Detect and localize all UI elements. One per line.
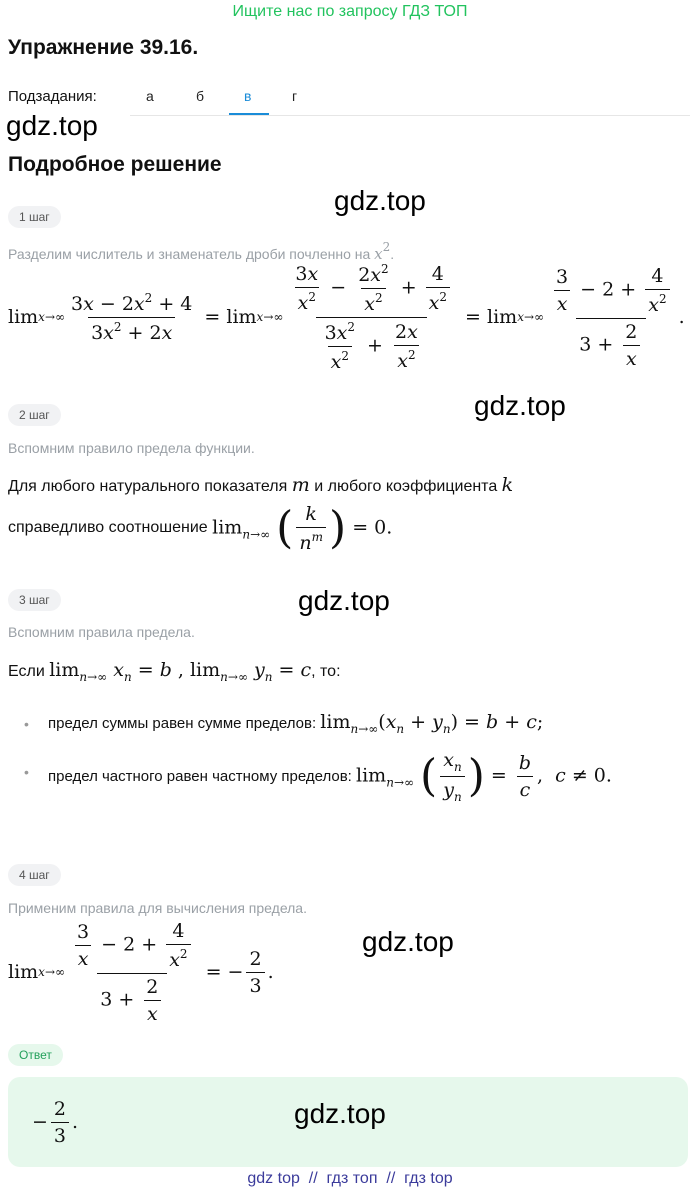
rule-text: Для любого натурального показателя m и любого коэффициента k — [8, 474, 514, 496]
subtask-tab-g[interactable]: г — [292, 88, 298, 104]
bullet-dot: • — [24, 764, 29, 780]
watermark: gdz.top — [334, 185, 426, 216]
subtask-tab-a[interactable]: а — [146, 88, 154, 104]
section-title: Подробное решение — [8, 153, 222, 176]
limit-rules-intro: Если $\lim_{n\to\infty} x_n = b$ , $\lim_{n\to\infty} y_n = c$, то: — [8, 659, 341, 684]
answer-value: − $\frac{2}{3}$ . — [32, 1097, 79, 1147]
watermark: gdz.top — [474, 390, 566, 421]
step-badge: 3 шаг — [8, 589, 61, 611]
footer-links[interactable]: gdz top // гдз топ // гдз top — [247, 1170, 453, 1187]
step-hint: Применим правила для вычисления предела. — [8, 900, 307, 916]
step-hint: Разделим числитель и знаменатель дроби почленно на $x^2$. — [8, 240, 395, 263]
exercise-title: Упражнение 39.16. — [8, 36, 199, 59]
rule-quotient: предел частного равен частному пределов: $\lim_{n\to\infty}$ ( $\frac{x_n}{y_n}$ ) = $\frac{b}{c}$ , c ≠ 0. — [48, 748, 612, 804]
watermark: gdz.top — [362, 926, 454, 957]
rule-formula: справедливо соотношение $\lim_{n\to\infty}$ ( $\frac{k}{n^m}$ ) = 0. — [8, 502, 393, 554]
step4-formula: lim x→∞ $\frac{3}{x}$ − 2 + $\frac{4}{x^2}$ 3 + $\frac{2}{x}$ = − $\frac{2}{3}$ . — [8, 919, 274, 1025]
subtask-tab-v[interactable]: в — [244, 88, 252, 104]
subtask-tab-b[interactable]: б — [196, 88, 205, 104]
step-badge: 2 шаг — [8, 404, 61, 426]
rule-sum: предел суммы равен сумме пределов: $\lim_{n\to\infty}(x_n + y_n) = b + c$; — [48, 711, 544, 736]
watermark: gdz.top — [298, 585, 390, 616]
subtasks-label: Подзадания: — [8, 88, 97, 105]
step-hint: Вспомним правило предела функции. — [8, 440, 255, 456]
step-hint: Вспомним правила предела. — [8, 624, 195, 640]
subtasks-divider — [130, 115, 690, 116]
active-tab-underline — [229, 113, 269, 115]
step-badge: 4 шаг — [8, 864, 61, 886]
bullet-dot: • — [24, 716, 29, 732]
watermark: gdz.top — [294, 1098, 386, 1129]
step1-formula: lim x→∞ $\frac{3x - 2x^2 + 4}{3x^2 + 2x}$ = lim x→∞ $\frac{3x}{x^2}$ − $\frac{2x^2}{x^2}$ + $\frac{4}{x^2}$ $\frac{3x^2}{x^2}$ + $\frac{2x}{x^2}$ = lim x→∞ $\frac{3}{x}$ − 2 + $\frac{4}{x^2}$ 3 + $\frac{2}{x}$ . — [8, 261, 685, 373]
step-badge: 1 шаг — [8, 206, 61, 228]
top-banner[interactable]: Ищите нас по запросу ГДЗ ТОП — [232, 3, 468, 20]
watermark: gdz.top — [6, 110, 98, 141]
answer-label: Ответ — [8, 1044, 63, 1066]
